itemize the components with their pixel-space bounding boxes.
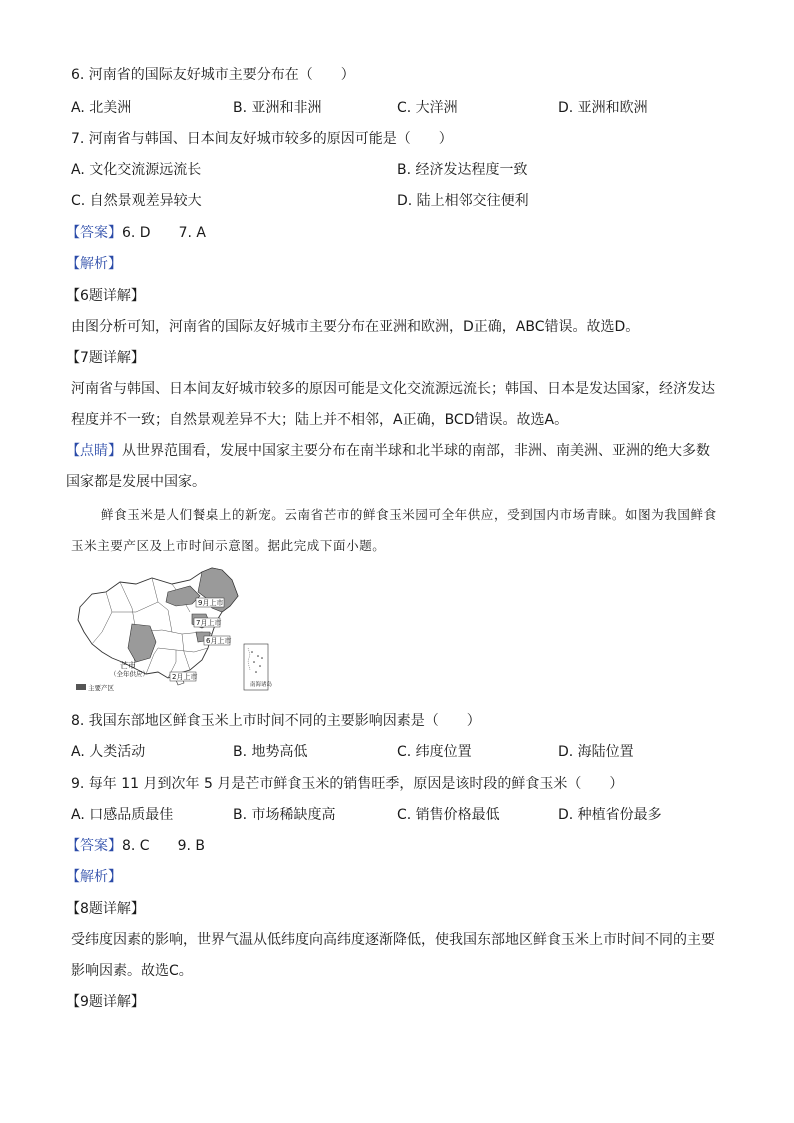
tip-block bbox=[66, 436, 723, 498]
tip-tag: 【点睛】 bbox=[66, 443, 122, 459]
map-label-sep: 9月上市 bbox=[198, 599, 224, 607]
detail7-tag: 【7题详解】 bbox=[66, 350, 145, 366]
q9-option-d: D. 种植省份最多 bbox=[558, 807, 662, 823]
legend-swatch bbox=[76, 684, 86, 690]
q8-option-d: D. 海陆位置 bbox=[558, 744, 634, 760]
q7-option-c: C. 自然景观差异较大 bbox=[71, 193, 202, 209]
answer-tag: 【答案】 bbox=[66, 225, 122, 241]
q8-option-a: A. 人类活动 bbox=[71, 744, 146, 760]
detail8-text: 受纬度因素的影响，世界气温从低纬度向高纬度逐渐降低，使我国东部地区鲜食玉米上市时间不同的主要影响因素。故选C。 bbox=[71, 932, 715, 979]
q8-option-c: C. 纬度位置 bbox=[397, 744, 472, 760]
q8-option-b: B. 地势高低 bbox=[233, 744, 308, 760]
q9-option-c: C. 销售价格最低 bbox=[397, 807, 500, 823]
answer-block-1 bbox=[66, 223, 206, 243]
q9-option-b: B. 市场稀缺度高 bbox=[233, 807, 336, 823]
q6-option-b: B. 亚洲和非洲 bbox=[233, 100, 322, 116]
map-legend: 主要产区 bbox=[88, 684, 114, 692]
detail7-text: 河南省与韩国、日本间友好城市较多的原因可能是文化交流源远流长；韩国、日本是发达国家，经济发达程度并不一致；自然景观差异不大；陆上并不相邻，A正确，BCD错误。故选A。 bbox=[71, 381, 715, 428]
map-inset-label: 南海诸岛 bbox=[250, 682, 272, 688]
q9-stem: 9. 每年 11 月到次年 5 月是芒市鲜食玉米的销售旺季，原因是该时段的鲜食玉米（ ） bbox=[71, 776, 624, 792]
q8-stem: 8. 我国东部地区鲜食玉米上市时间不同的主要影响因素是（ ） bbox=[71, 713, 481, 729]
q7-option-b: B. 经济发达程度一致 bbox=[397, 162, 528, 178]
q6-option-c: C. 大洋洲 bbox=[397, 100, 458, 116]
map-label-jun: 6月上市 bbox=[206, 637, 232, 645]
map-label-feb: 2月上市 bbox=[172, 673, 198, 681]
analysis-tag-2: 【解析】 bbox=[66, 869, 122, 885]
q6-option-d: D. 亚洲和欧洲 bbox=[558, 100, 648, 116]
map-label-jul: 7月上市 bbox=[196, 619, 222, 627]
q7-option-d: D. 陆上相邻交往便利 bbox=[397, 193, 529, 209]
answer-tag-2: 【答案】 bbox=[66, 838, 122, 854]
q6-stem: 6. 河南省的国际友好城市主要分布在（ ） bbox=[71, 67, 355, 83]
map-city-note: （全年供应） bbox=[110, 670, 149, 678]
q7-stem: 7. 河南省与韩国、日本间友好城市较多的原因可能是（ ） bbox=[71, 131, 453, 147]
analysis-tag-1: 【解析】 bbox=[66, 256, 122, 272]
intro-text: 鲜食玉米是人们餐桌上的新宠。云南省芒市的鲜食玉米园可全年供应，受到国内市场青睐。如图为我国鲜食玉米主要产区及上市时间示意图。据此完成下面小题。 bbox=[71, 507, 717, 553]
tip-text: 从世界范围看，发展中国家主要分布在南半球和北半球的南部，非洲、南美洲、亚洲的绝大多数国家都是发展中国家。 bbox=[66, 443, 710, 490]
detail8-tag: 【8题详解】 bbox=[66, 901, 145, 917]
q7-option-a: A. 文化交流源远流长 bbox=[71, 162, 202, 178]
corn-region-map bbox=[72, 562, 272, 697]
detail9-tag: 【9题详解】 bbox=[66, 994, 145, 1010]
answer-text: 6. D 7. A bbox=[122, 225, 206, 241]
detail6-text: 由图分析可知，河南省的国际友好城市主要分布在亚洲和欧洲，D正确，ABC错误。故选D。 bbox=[71, 319, 640, 335]
answer-block-2 bbox=[66, 836, 205, 856]
detail6-tag: 【6题详解】 bbox=[66, 288, 145, 304]
q6-option-a: A. 北美洲 bbox=[71, 100, 132, 116]
q9-option-a: A. 口感品质最佳 bbox=[71, 807, 174, 823]
map-city-label: 芒市 bbox=[120, 661, 136, 670]
answer-text-2: 8. C 9. B bbox=[122, 838, 205, 854]
